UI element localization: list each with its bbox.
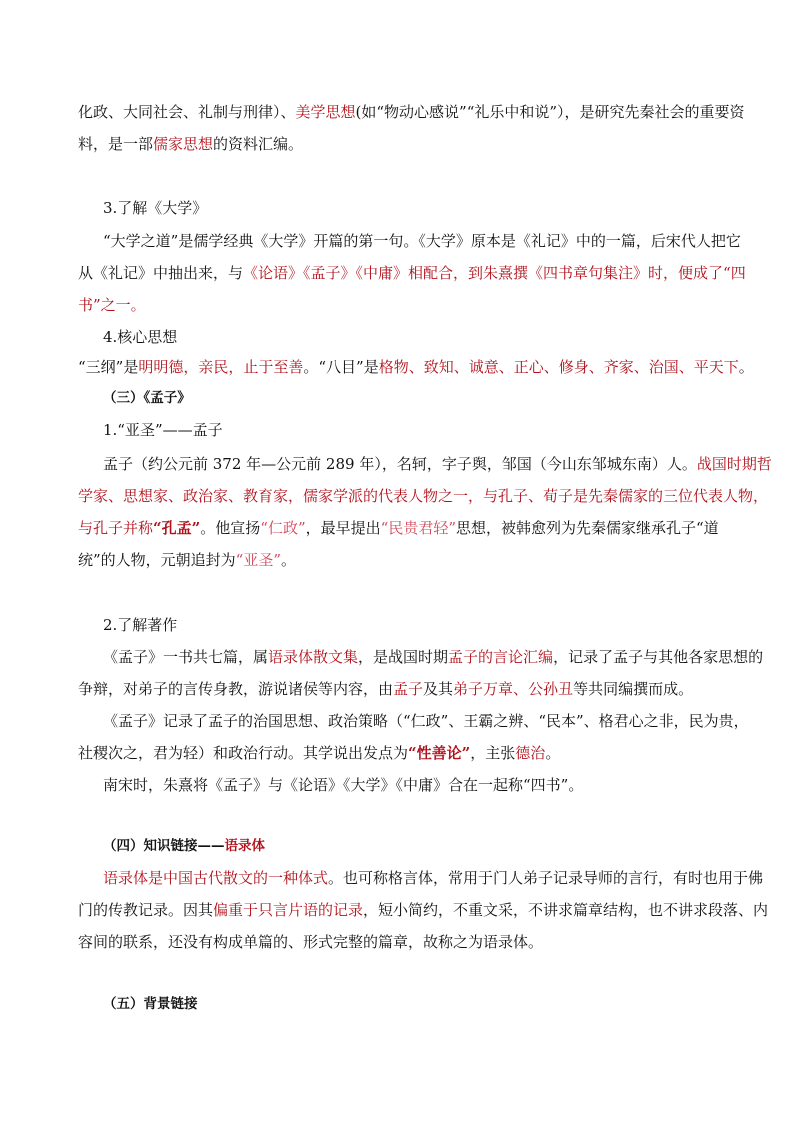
section-heading-mengzi [103,388,191,408]
text-run: 。 [281,551,297,569]
text-run: 。也可称格言体，常用于门人弟子记录导师的言行，有时也用于佛 [328,869,764,887]
text-run: ，主张 [470,744,516,762]
text-run: 语录体是中国古代散文的一种体式 [103,869,329,887]
paragraph-sishu [103,775,583,795]
text-run: 孟子的言论汇编 [448,648,554,666]
text-run: 的资料汇编。 [213,135,304,153]
text-run: （四）知识链接—— [103,838,225,854]
text-run: 1.“亚圣”——孟子 [103,421,223,439]
text-run: 。 [738,358,754,376]
paragraph-mengzi-line-2 [78,486,768,506]
paragraph-liji-line-2 [78,134,303,154]
text-run: 统”的人物，元朝追封为 [78,551,236,569]
text-run: 偏重于只言片语的记录 [213,901,364,919]
paragraph-yuluti-line-3 [78,932,543,952]
text-run: 争辩，对弟子的言传身教，游说诸侯等内容，由 [78,680,394,698]
text-run: 南宋时，朱熹将《孟子》与《论语》《大学》《中庸》合在一起称“四书”。 [103,776,584,794]
section-heading-background [103,994,198,1014]
text-run: 3.了解《大学》 [103,199,208,217]
text-run: 战国时期哲 [696,455,772,473]
text-run: 料，是一部 [78,135,154,153]
paragraph-yuluti-line-2 [78,900,768,920]
text-run: 语录体散文集 [268,648,359,666]
text-run: 德治 [515,744,546,762]
text-run: 思想，被韩愈列为先秦儒家继承孔子“道 [456,519,719,537]
text-run: 。 [545,744,561,762]
text-run: 美学思想 [295,103,356,121]
text-run: 门的传教记录。因其 [78,901,214,919]
text-run: （三）《孟子》 [103,390,191,406]
text-run: 格物、致知、诚意、正心、修身、齐家、治国、平天下 [378,358,739,376]
text-run: ，是战国时期 [358,648,449,666]
text-run: 语录体 [224,838,265,854]
text-run: “孔孟” [153,519,201,537]
paragraph-daxue-line-2 [78,263,746,283]
text-run: (如“物动心感说”“礼乐中和说”），是研究先秦社会的重要资 [355,103,745,121]
text-run: 孟子（约公元前 372 年—公元前 289 年），名轲，字子舆，邹国（今山东邹城东南）人。 [103,455,697,473]
paragraph-yuluti-line-1 [103,868,763,888]
text-run: 及其 [423,680,454,698]
text-run: 化政、大同社会、礼制与刑律）、 [78,103,296,121]
text-run: “仁政” [260,519,306,537]
text-run: “三纲”是 [78,358,139,376]
heading-yasheng [103,420,223,440]
text-run: 2.了解著作 [103,616,178,634]
text-run: 容间的联系，还没有构成单篇的、形式完整的篇章，故称之为语录体。 [78,933,544,951]
text-run: 等共同编撰而成。 [573,680,694,698]
text-run: 明明德，亲民，止于至善 [138,358,304,376]
paragraph-mengzi-line-1 [103,454,772,474]
paragraph-mengzi-line-3 [78,518,719,538]
text-run: 4.核心思想 [103,328,178,346]
text-run: “亚圣” [235,551,282,569]
heading-daxue [103,198,207,218]
paragraph-mengzi-line-4 [78,550,296,570]
text-run: 学家、思想家、政治家、教育家，儒家学派的代表人物之一，与孔子、荀子是先秦儒家的三位代表人物， [78,487,769,505]
text-run: 从《礼记》中抽出来，与 [78,264,244,282]
text-run: 书”之一。 [78,296,146,314]
text-run: 弟子万章、公孙丑 [453,680,574,698]
text-run: 《孟子》一书共七篇，属 [103,648,269,666]
text-run: “大学之道”是儒学经典《大学》开篇的第一句。《大学》原本是《礼记》中的一篇，后宋代人把它 [103,232,741,250]
text-run: ，记录了孟子与其他各家思想的 [553,648,764,666]
paragraph-core-ideas [78,357,754,377]
paragraph-ideas-line-1 [103,711,749,731]
text-run: “性善论” [408,744,471,762]
paragraph-liji-line-1 [78,102,745,122]
text-run: 儒家思想 [153,135,214,153]
text-run: ，短小简约，不重文采，不讲求篇章结构，也不讲求段落、内 [363,901,769,919]
text-run: 。“八目”是 [303,358,379,376]
heading-core-ideas [103,327,177,347]
text-run: ，最早提出 [305,519,381,537]
text-run: 《论语》《孟子》《中庸》相配合，到朱熹撰《四书章句集注》时，便成了“四 [243,264,746,282]
heading-works [103,615,177,635]
text-run: （五）背景链接 [103,996,198,1012]
paragraph-ideas-line-2 [78,743,560,763]
text-run: 与孔子并称 [78,519,154,537]
paragraph-daxue-line-3 [78,295,146,315]
text-run: 社稷次之，君为轻）和政治行动。其学说出发点为 [78,744,409,762]
section-heading-yuluti [103,836,265,856]
paragraph-works-line-1 [103,647,763,667]
text-run: “民贵君轻” [380,519,456,537]
paragraph-daxue-line-1 [103,231,741,251]
paragraph-works-line-2 [78,679,693,699]
text-run: 《孟子》记录了孟子的治国思想、政治策略（“仁政”、王霸之辨、“民本”、格君心之非，民为贵， [103,712,749,730]
text-run: 孟子 [393,680,424,698]
text-run: 。他宣扬 [200,519,261,537]
